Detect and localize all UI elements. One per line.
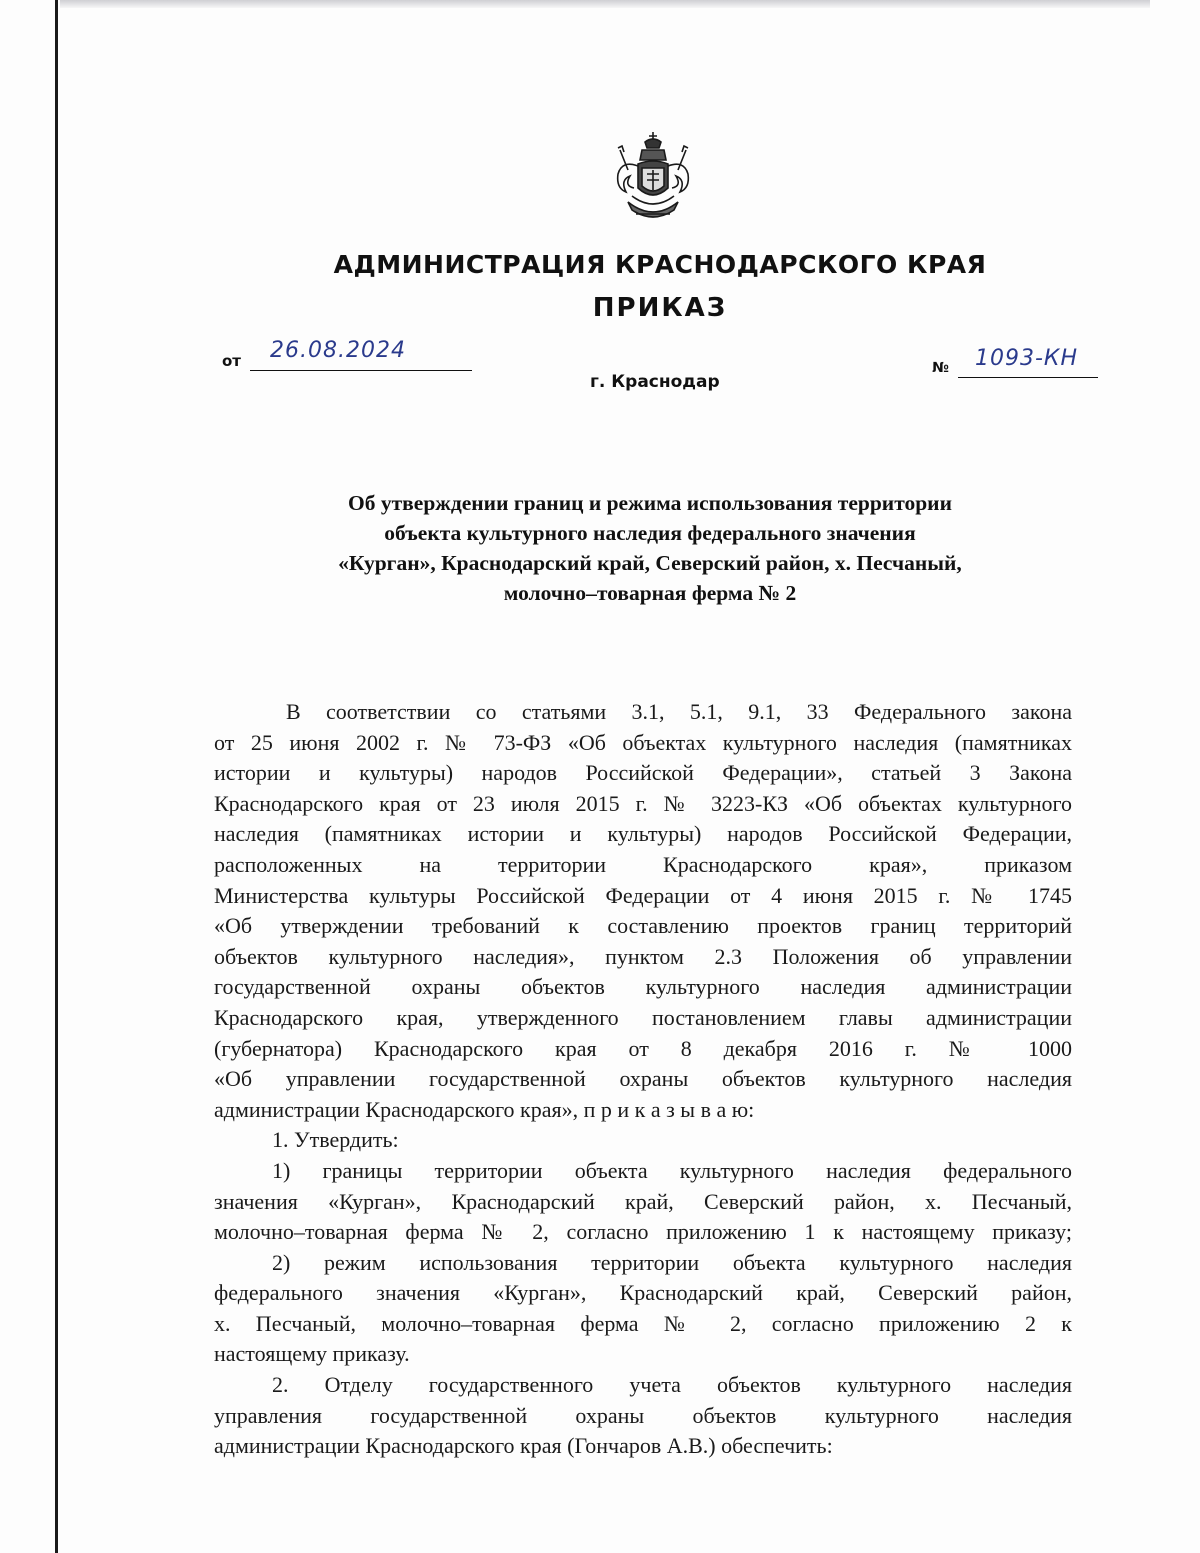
title-line: объекта культурного наследия федерального значения [384, 521, 916, 545]
body-line: (губернатора) Краснодарского края от 8 декабря 2016 г. № 1000 [214, 1035, 1072, 1061]
handwritten-number: 1093-КН [975, 346, 1079, 371]
body-line: наследия (памятниках истории и культуры) народов Российской Федерации, [214, 821, 1072, 847]
body-line: молочно–товарная ферма № 2, согласно приложению 1 к настоящему приказу; [214, 1219, 1072, 1245]
body-line: от 25 июня 2002 г. № 73-ФЗ «Об объектах культурного наследия (памятниках [214, 729, 1072, 755]
body-line: Краснодарского края от 23 июля 2015 г. № 3223-КЗ «Об объектах культурного [214, 790, 1072, 816]
title-line: «Курган», Краснодарский край, Северский район, х. Песчаный, [338, 551, 962, 575]
body-line: истории и культуры) народов Российской Федерации», статьей 3 Закона [214, 760, 1072, 786]
body-line: «Об утверждении требований к составлению проектов границ территорий [214, 913, 1072, 939]
city-label: г. Краснодар [590, 372, 720, 392]
date-underline [250, 370, 472, 371]
title-line: Об утверждении границ и режима использования территории [348, 491, 952, 515]
body-line: значения «Курган», Краснодарский край, Северский район, х. Песчаный, [214, 1188, 1072, 1214]
date-label: от [222, 352, 241, 370]
coat-of-arms-emblem [612, 130, 694, 225]
body-line: 1. Утвердить: [272, 1127, 399, 1153]
number-label: № [932, 360, 949, 376]
scan-edge-left [55, 0, 58, 1553]
body-line: Министерства культуры Российской Федерации от 4 июня 2015 г. № 1745 [214, 882, 1072, 908]
body-line: «Об управлении государственной охраны объектов культурного наследия [214, 1066, 1072, 1092]
document-type-heading: ПРИКАЗ [592, 293, 728, 323]
number-underline [958, 377, 1098, 378]
body-line: федерального значения «Курган», Краснодарский край, Северский район, [214, 1280, 1072, 1306]
body-line: 2. Отделу государственного учета объектов культурного наследия [272, 1372, 1072, 1398]
title-line: молочно–товарная ферма № 2 [503, 581, 797, 605]
body-line: объектов культурного наследия», пунктом 2.3 Положения об управлении [214, 943, 1072, 969]
body-line: управления государственной охраны объектов культурного наследия [214, 1402, 1072, 1428]
body-line: администрации Краснодарского края (Гончаров А.В.) обеспечить: [214, 1433, 833, 1459]
scan-edge-top [60, 0, 1150, 8]
body-line: настоящему приказу. [214, 1341, 410, 1367]
order-body [214, 697, 1072, 1462]
body-line: Краснодарского края, утвержденного постановлением главы администрации [214, 1004, 1072, 1030]
body-line: государственной охраны объектов культурного наследия администрации [214, 974, 1072, 1000]
handwritten-date: 26.08.2024 [270, 338, 406, 363]
body-line: расположенных на территории Краснодарского края», приказом [214, 851, 1072, 877]
body-line: администрации Краснодарского края», п р и к а з ы в а ю: [214, 1096, 755, 1122]
body-line: В соответствии со статьями 3.1, 5.1, 9.1, 33 Федерального закона [286, 699, 1072, 724]
body-line: 1) границы территории объекта культурного наследия федерального [272, 1157, 1072, 1183]
order-title [250, 488, 1050, 608]
body-line: 2) режим использования территории объекта культурного наследия [272, 1249, 1072, 1275]
organization-heading: АДМИНИСТРАЦИЯ КРАСНОДАРСКОГО КРАЯ [333, 250, 987, 279]
body-line: х. Песчаный, молочно–товарная ферма № 2, согласно приложению 2 к [214, 1310, 1072, 1336]
